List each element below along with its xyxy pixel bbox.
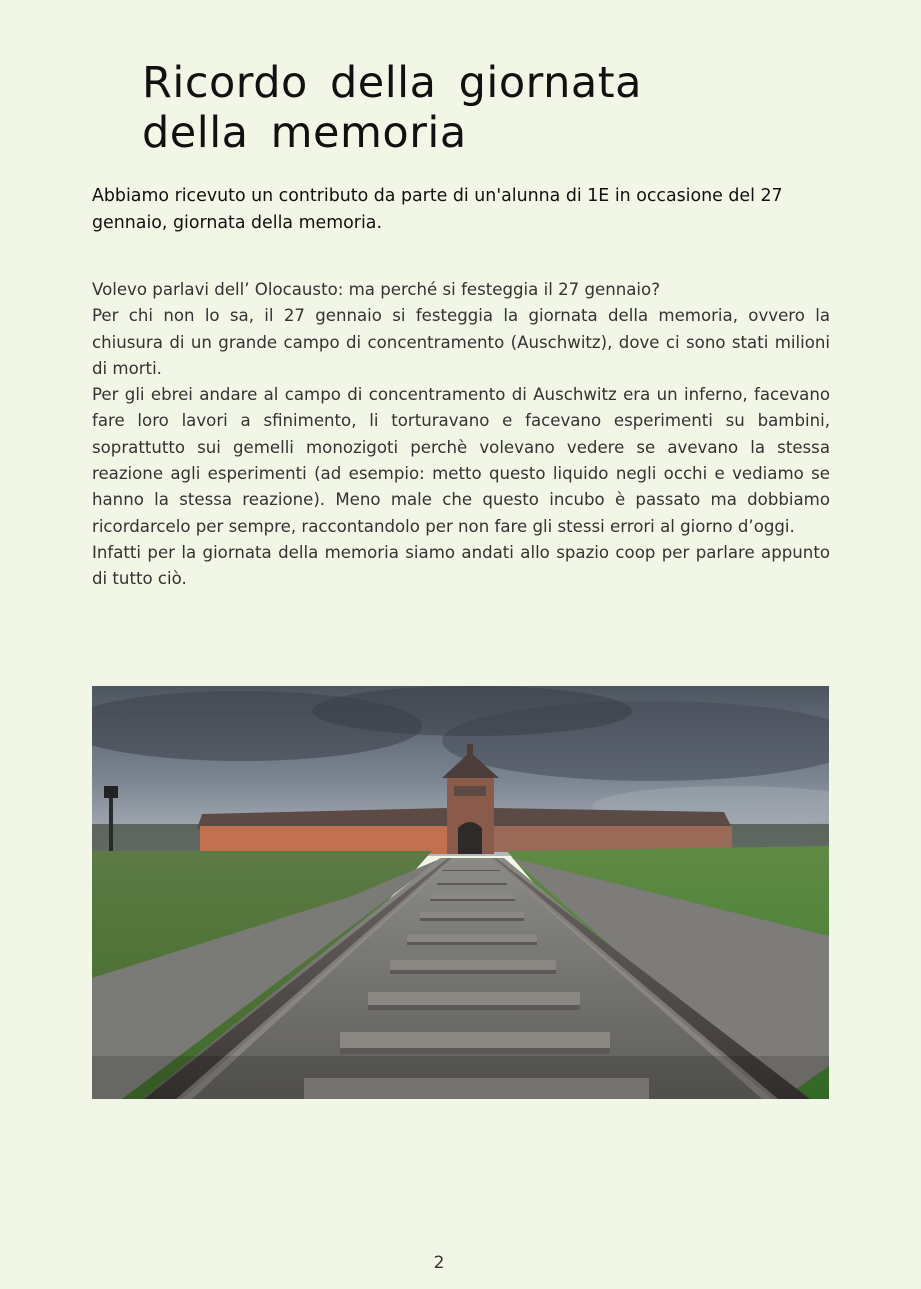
- body-paragraph: Infatti per la giornata della memoria siamo andati allo spazio coop per parlare appunto di tutto ciò.: [92, 542, 830, 589]
- article-body: [92, 277, 830, 593]
- body-paragraph: Volevo parlavi dell’ Olocausto: ma perché si festeggia il 27 gennaio?: [92, 280, 660, 299]
- page-title: [142, 58, 762, 158]
- body-paragraph: Per gli ebrei andare al campo di concentramento di Auschwitz era un inferno, facevano fare loro lavori a sfinimento, li torturavano e facevano esperimenti su bambini, soprattutto sui gemelli monozigoti perchè volevano vedere se avevano la stessa reazione agli esperimenti (ad esempio: metto questo liquido negli occhi e vediamo se hanno la stessa reazione). Meno male che questo incubo è passato ma dobbiamo ricordarcelo per sempre, raccontandolo per non fare gli stessi errori al giorno d’oggi.: [92, 385, 830, 536]
- page-title-line-1: Ricordo della giornata: [142, 58, 642, 108]
- auschwitz-railway-photo: [92, 686, 829, 1099]
- intro-paragraph: Abbiamo ricevuto un contributo da parte di un'alunna di 1E in occasione del 27 gennaio, giornata della memoria.: [92, 186, 783, 233]
- body-paragraph: Per chi non lo sa, il 27 gennaio si festeggia la giornata della memoria, ovvero la chiusura di un grande campo di concentramento (Auschwitz), dove ci sono stati milioni di morti.: [92, 306, 830, 378]
- page-number: 2: [433, 1253, 445, 1273]
- page-title-line-2: della memoria: [142, 108, 467, 158]
